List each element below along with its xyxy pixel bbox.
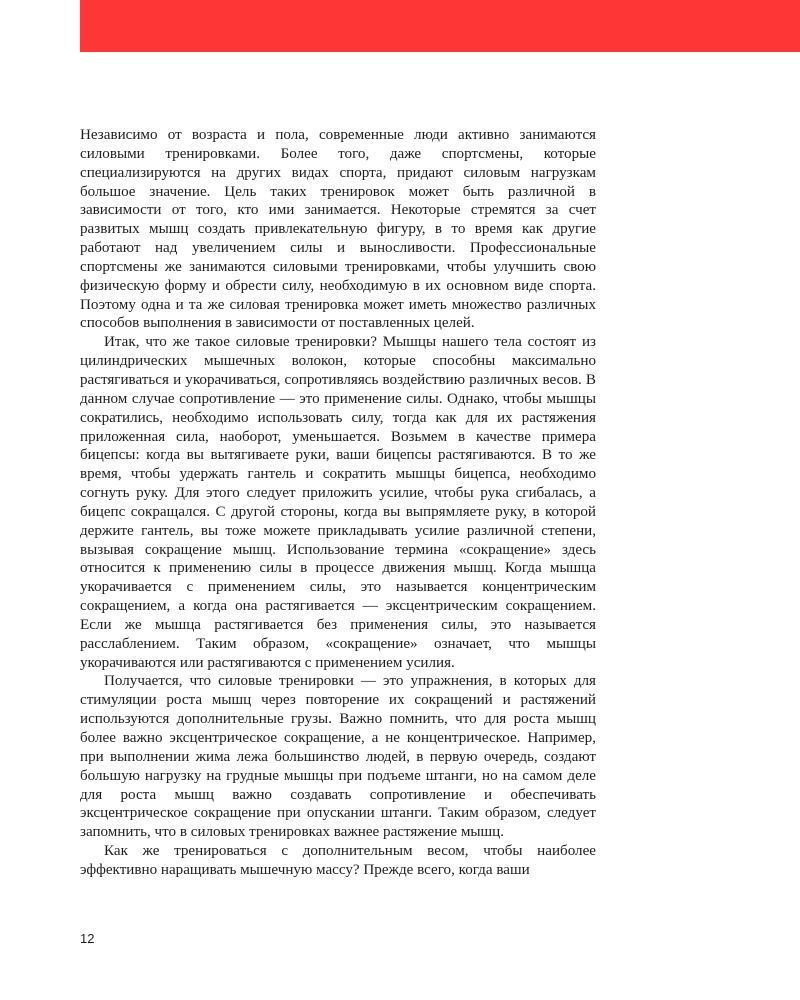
paragraph: Как же тренироваться с дополнительным весом, чтобы наиболее эффективно наращивать мышечную массу? Прежде всего, когда ваши [80,843,596,878]
paragraph: Итак, что же такое силовые тренировки? Мышцы нашего тела состоят из цилиндрических мышечных волокон, которые способны максимально растягиваться и укорачиваться, сопротивляясь воздействию различных весов. В данном случае сопротивление — это применение силы. Однако, чтобы мышцы сократились, необходимо использовать силу, тогда как для их растяжения приложенная сила, наоборот, уменьшается. Возьмем в качестве примера бицепсы: когда вы вытягиваете руки, ваши бицепсы растягиваются. В то же время, чтобы удержать гантель и сократить мышцы бицепса, необходимо согнуть руку. Для этого следует приложить усилие, чтобы рука сгибалась, а бицепс сокращался. С другой стороны, когда вы выпрямляете руку, в которой держите гантель, вы тоже можете прикладывать усилие различной степени, вызывая сокращение мышц. Использование термина «сокращение» здесь относится к применению силы в процессе движения мышц. Когда мышца укорачивается с применением силы, это называется концентрическим сокращением, а когда она растягивается — эксцентрическим сокращением. Если же мышца растягивается без применения силы, это называется расслаблением. Таким образом, «сокращение» означает, что мышцы укорачиваются или растягиваются с применением усилия. [80,334,596,671]
main-text [80,126,596,880]
paragraph: Получается, что силовые тренировки — это упражнения, в которых для стимуляции роста мышц через повторение их сокращений и растяжений используются дополнительные грузы. Важно помнить, что для роста мышц более важно эксцентрическое сокращение, а не концентрическое. Например, при выполнении жима лежа большинство людей, в первую очередь, создают большую нагрузку на грудные мышцы при подъеме штанги, но на самом деле для роста мышц важно создавать сопротивление и обеспечивать эксцентрическое сокращение при опускании штанги. Таким образом, следует запомнить, что в силовых тренировках важнее растяжение мышц. [80,673,596,841]
page-number: 12 [80,931,95,946]
paragraph: Независимо от возраста и пола, современные люди активно занимаются силовыми тренировками. Более того, даже спортсмены, которые специализируются на других видах спорта, придают силовым нагрузкам большое значение. Цель таких тренировок может быть различной в зависимости от того, кто ими занимается. Некоторые стремятся за счет развитых мышц создать привлекательную фигуру, в то время как другие работают над увеличением силы и выносливости. Профессиональные спортсмены же занимаются силовыми тренировками, чтобы улучшить свою физическую форму и обрести силу, необходимую в их основном виде спорта. Поэтому одна и та же силовая тренировка может иметь множество различных способов выполнения в зависимости от поставленных целей. [80,127,596,332]
header-color-band [80,0,800,52]
